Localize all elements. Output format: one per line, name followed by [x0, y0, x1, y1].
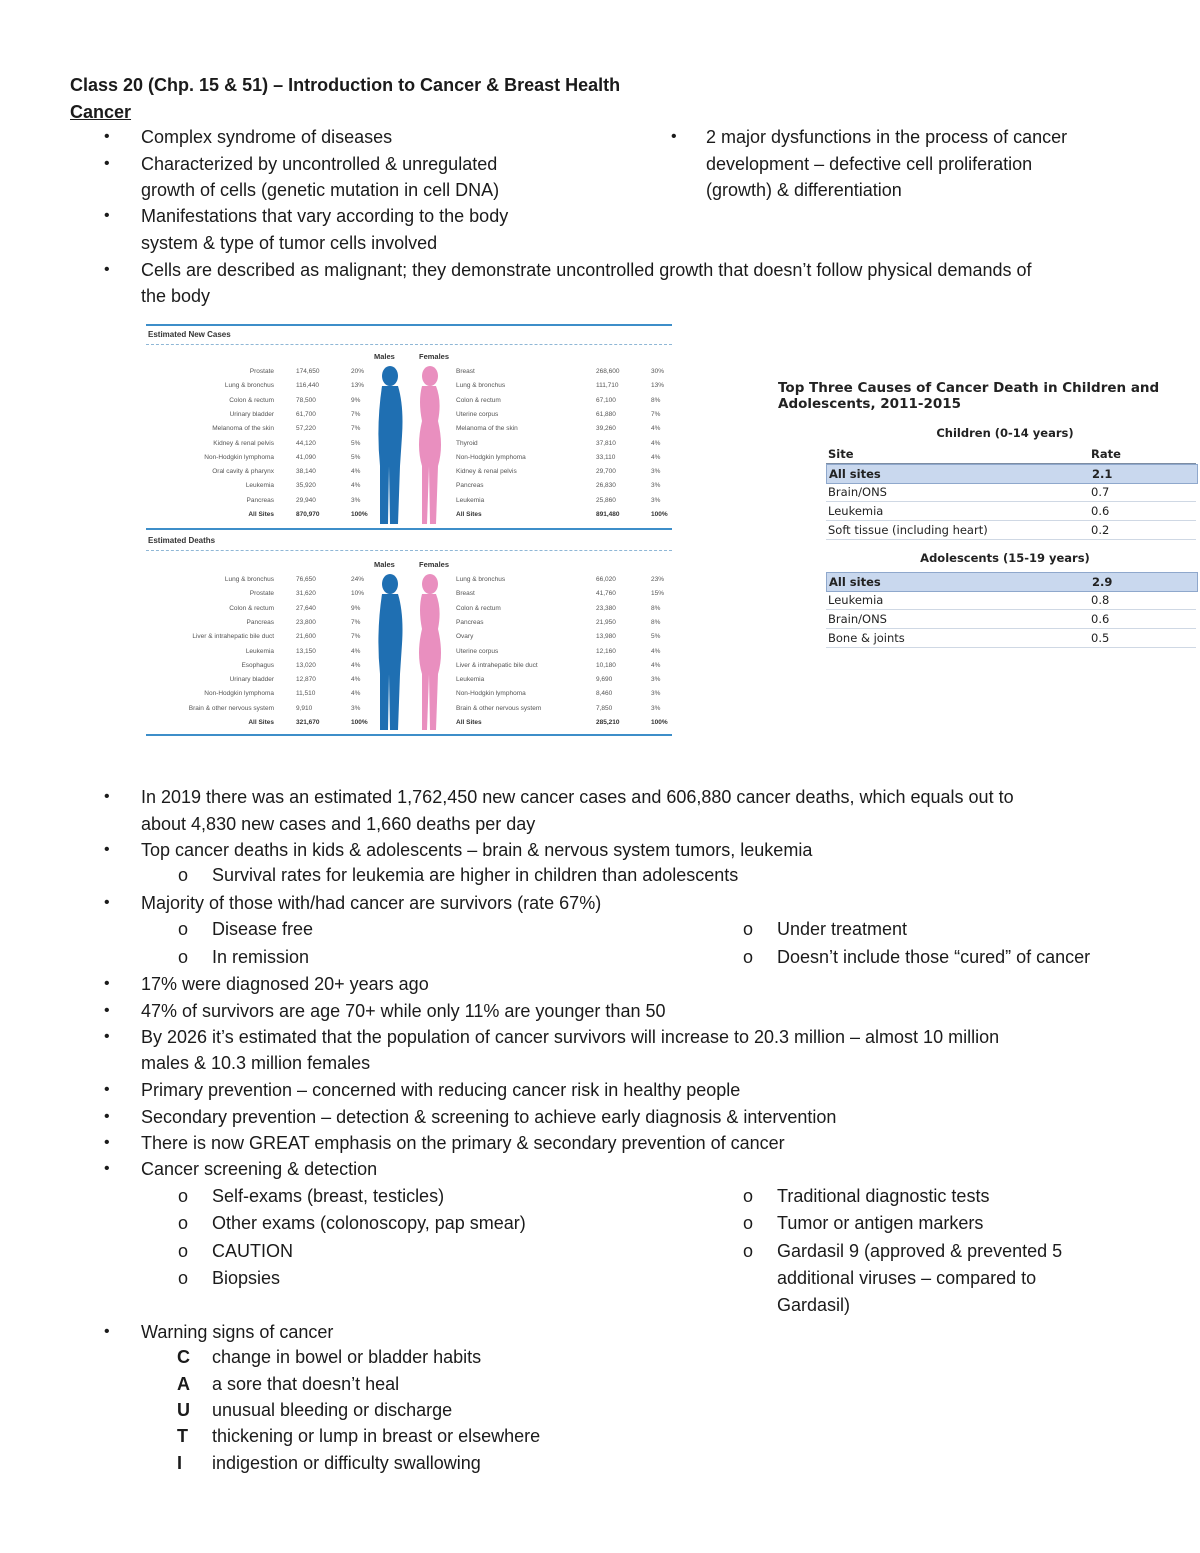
male-site: Prostate — [249, 368, 274, 375]
female-pct: 3% — [651, 496, 661, 504]
males-label: Males — [374, 352, 395, 361]
bullet: • — [104, 841, 110, 858]
list-item: Top cancer deaths in kids & adolescents – brain & nervous system tumors, leukemia — [141, 840, 813, 860]
female-pct: 13% — [651, 382, 665, 390]
female-count: 67,100 — [596, 396, 616, 404]
female-silhouette — [419, 574, 441, 730]
female-site: Non-Hodgkin lymphoma — [456, 690, 526, 698]
male-site: Leukemia — [245, 482, 274, 490]
female-pct: 15% — [651, 590, 665, 598]
female-site: Leukemia — [456, 496, 485, 504]
sub-bullet: o — [743, 1186, 754, 1206]
divider — [146, 528, 672, 530]
male-count: 12,870 — [296, 676, 316, 684]
cell-rate: 0.5 — [1091, 631, 1110, 645]
bullet: • — [671, 128, 677, 145]
caution-text: a sore that doesn’t heal — [212, 1374, 400, 1394]
male-count: 116,440 — [296, 382, 320, 390]
cell-site: All sites — [829, 575, 881, 589]
male-site: Leukemia — [245, 647, 274, 655]
male-silhouette — [378, 366, 402, 524]
female-site: Lung & bronchus — [456, 576, 506, 583]
caution-text: indigestion or difficulty swallowing — [212, 1453, 481, 1473]
female-pct: 7% — [651, 410, 661, 418]
male-pct: 7% — [351, 618, 361, 626]
list-item-cont: (growth) & differentiation — [706, 180, 902, 200]
females-label: Females — [419, 560, 450, 569]
sub-list-item-cont: additional viruses – compared to — [777, 1268, 1037, 1288]
male-count: 11,510 — [296, 690, 316, 698]
table-row — [826, 591, 1196, 610]
list-item: There is now GREAT emphasis on the primary & secondary prevention of cancer — [141, 1133, 785, 1153]
bullet: • — [104, 1134, 110, 1151]
bullet: • — [104, 1160, 110, 1177]
female-pct: 4% — [651, 647, 661, 655]
female-pct: 8% — [651, 618, 661, 626]
table-header-row — [826, 445, 1196, 464]
male-count: 31,620 — [296, 590, 316, 598]
male-pct: 7% — [351, 425, 361, 433]
sub-list-item: Survival rates for leukemia are higher in children than adolescents — [212, 865, 739, 885]
male-count: 13,150 — [296, 647, 316, 655]
table-row — [826, 464, 1198, 484]
cell-rate: 0.7 — [1091, 485, 1110, 499]
male-site: Colon & rectum — [229, 604, 274, 612]
cell-rate: 0.6 — [1091, 612, 1110, 626]
sub-bullet: o — [178, 1213, 189, 1233]
male-pct: 3% — [351, 496, 361, 504]
table-row — [826, 610, 1196, 629]
sub-bullet: o — [743, 947, 754, 967]
male-pct: 4% — [351, 647, 361, 655]
female-silhouette — [419, 366, 441, 524]
list-item: Cells are described as malignant; they demonstrate uncontrolled growth that doesn’t follow physical demands of — [141, 260, 1032, 280]
male-count: 27,640 — [296, 604, 316, 612]
female-site: Pancreas — [456, 482, 484, 490]
male-pct: 4% — [351, 482, 361, 490]
list-item-cont: males & 10.3 million females — [141, 1053, 371, 1073]
female-count: 7,850 — [596, 704, 613, 712]
female-count: 39,260 — [596, 425, 616, 433]
bullet: • — [104, 1108, 110, 1125]
female-site: Uterine corpus — [456, 647, 499, 655]
male-pct: 5% — [351, 439, 361, 447]
divider — [146, 550, 672, 551]
sub-bullet: o — [178, 1186, 189, 1206]
list-item: Complex syndrome of diseases — [141, 127, 393, 147]
list-item-cont: system & type of tumor cells involved — [141, 233, 438, 253]
female-count: 26,830 — [596, 482, 616, 490]
female-count: 9,690 — [596, 676, 613, 684]
female-count: 23,380 — [596, 604, 616, 612]
list-item: Manifestations that vary according to the body — [141, 206, 509, 226]
list-item: 47% of survivors are age 70+ while only 11% are younger than 50 — [141, 1001, 666, 1021]
females-label: Females — [419, 352, 450, 361]
male-site: Brain & other nervous system — [188, 704, 274, 712]
cell-rate: 2.1 — [1092, 467, 1113, 481]
female-pct: 30% — [651, 368, 665, 375]
bullet: • — [104, 1002, 110, 1019]
new-cases-title: Estimated New Cases — [148, 330, 231, 339]
bullet: • — [104, 155, 110, 172]
female-pct: 3% — [651, 690, 661, 698]
list-item: Majority of those with/had cancer are survivors (rate 67%) — [141, 893, 602, 913]
sub-bullet: o — [178, 919, 189, 939]
female-count: 41,760 — [596, 590, 616, 598]
table-row — [826, 502, 1196, 521]
list-item: By 2026 it’s estimated that the population of cancer survivors will increase to 20.3 million – almost 10 million — [141, 1027, 1000, 1047]
sub-list-item: Doesn’t include those “cured” of cancer — [777, 947, 1091, 967]
female-count: 13,980 — [596, 633, 616, 641]
page-title: Class 20 (Chp. 15 & 51) – Introduction to Cancer & Breast Health — [70, 75, 621, 95]
cell-site: Soft tissue (including heart) — [828, 523, 988, 537]
cell-rate: 2.9 — [1092, 575, 1113, 589]
female-count: 111,710 — [596, 382, 619, 390]
female-site: Colon & rectum — [456, 396, 501, 404]
male-site: All Sites — [248, 511, 274, 518]
divider — [146, 734, 672, 736]
col-rate: Rate — [1091, 447, 1121, 461]
male-pct: 24% — [351, 576, 365, 583]
female-site: All Sites — [456, 719, 482, 726]
sub-list-item: Gardasil 9 (approved & prevented 5 — [777, 1241, 1063, 1261]
list-item-cont: the body — [141, 286, 211, 306]
male-site: Melanoma of the skin — [212, 425, 274, 433]
male-count: 76,650 — [296, 576, 316, 583]
male-site: Pancreas — [246, 618, 274, 626]
sub-list-item: Traditional diagnostic tests — [777, 1186, 990, 1206]
male-count: 9,910 — [296, 704, 313, 712]
sub-bullet: o — [178, 1241, 189, 1261]
cancer-death-table — [776, 378, 1198, 648]
female-site: Colon & rectum — [456, 604, 501, 612]
male-count: 13,020 — [296, 661, 316, 669]
female-pct: 4% — [651, 425, 661, 433]
cell-site: Leukemia — [828, 593, 884, 607]
cell-site: Brain/ONS — [828, 485, 887, 499]
male-pct: 20% — [351, 368, 365, 375]
female-site: Pancreas — [456, 618, 484, 626]
col-site: Site — [828, 447, 854, 461]
female-count: 66,020 — [596, 576, 616, 583]
sub-bullet: o — [178, 865, 189, 885]
sub-list-item: Disease free — [212, 919, 314, 939]
caution-letter: I — [177, 1453, 183, 1473]
sub-list-item-cont: Gardasil) — [777, 1295, 851, 1315]
bullet: • — [104, 207, 110, 224]
female-pct: 3% — [651, 482, 661, 490]
male-count: 174,650 — [296, 368, 320, 375]
cell-site: Bone & joints — [828, 631, 905, 645]
bullet: • — [104, 788, 110, 805]
cell-site: All sites — [829, 467, 881, 481]
male-count: 38,140 — [296, 468, 316, 476]
male-site: Non-Hodgkin lymphoma — [204, 453, 274, 461]
divider — [146, 344, 672, 345]
male-site: Prostate — [249, 590, 274, 598]
female-count: 891,480 — [596, 511, 620, 518]
female-site: Uterine corpus — [456, 410, 499, 418]
male-pct: 5% — [351, 453, 361, 461]
male-count: 870,970 — [296, 511, 320, 518]
bullet: • — [104, 1323, 110, 1340]
list-item-cont: about 4,830 new cases and 1,660 deaths per day — [141, 814, 536, 834]
female-site: Melanoma of the skin — [456, 425, 518, 433]
sub-list-item: Tumor or antigen markers — [777, 1213, 984, 1233]
cancer-statistics-infographic — [146, 322, 674, 740]
list-item: In 2019 there was an estimated 1,762,450 new cancer cases and 606,880 cancer deaths, which equals out to — [141, 787, 1014, 807]
bullet: • — [104, 975, 110, 992]
female-count: 285,210 — [596, 719, 620, 726]
female-pct: 100% — [651, 719, 668, 726]
sub-list-item: CAUTION — [212, 1241, 293, 1261]
male-pct: 7% — [351, 410, 361, 418]
male-count: 21,600 — [296, 633, 316, 641]
female-count: 25,860 — [596, 496, 616, 504]
list-item-cont: development – defective cell proliferation — [706, 154, 1033, 174]
males-label: Males — [374, 560, 395, 569]
sub-list-item: Other exams (colonoscopy, pap smear) — [212, 1213, 526, 1233]
male-pct: 9% — [351, 604, 361, 612]
female-count: 37,810 — [596, 439, 616, 447]
deaths-title: Estimated Deaths — [148, 536, 216, 545]
table-row — [826, 483, 1196, 502]
male-pct: 4% — [351, 676, 361, 684]
adolescents-heading: Adolescents (15-19 years) — [920, 551, 1090, 565]
female-count: 12,160 — [596, 647, 616, 655]
female-pct: 3% — [651, 676, 661, 684]
bullet: • — [104, 894, 110, 911]
bullet: • — [104, 261, 110, 278]
section-heading: Cancer — [70, 102, 132, 122]
table-title: Top Three Causes of Cancer Death in Children and Adolescents, 2011-2015 — [778, 380, 1160, 412]
sub-list-item: In remission — [212, 947, 310, 967]
male-count: 35,920 — [296, 482, 316, 490]
male-site: Non-Hodgkin lymphoma — [204, 690, 274, 698]
bullet: • — [104, 1028, 110, 1045]
female-site: Non-Hodgkin lymphoma — [456, 453, 526, 461]
female-count: 61,880 — [596, 410, 616, 418]
male-site: Urinary bladder — [229, 676, 274, 684]
male-site: Pancreas — [246, 496, 274, 504]
caution-text: unusual bleeding or discharge — [212, 1400, 453, 1420]
female-site: Ovary — [456, 633, 474, 641]
male-pct: 100% — [351, 511, 368, 518]
caution-letter: U — [177, 1400, 190, 1420]
cell-rate: 0.6 — [1091, 504, 1110, 518]
cell-rate: 0.8 — [1091, 593, 1110, 607]
caution-letter: A — [177, 1374, 190, 1394]
female-pct: 4% — [651, 661, 661, 669]
male-pct: 4% — [351, 468, 361, 476]
male-pct: 10% — [351, 590, 365, 598]
list-item: Warning signs of cancer — [141, 1322, 334, 1342]
list-item-cont: growth of cells (genetic mutation in cell DNA) — [141, 180, 500, 200]
list-item: Characterized by uncontrolled & unregulated — [141, 154, 498, 174]
sub-bullet: o — [743, 1241, 754, 1261]
sub-bullet: o — [743, 919, 754, 939]
male-pct: 9% — [351, 396, 361, 404]
female-site: Breast — [456, 368, 475, 375]
body-silhouettes-new — [372, 366, 452, 526]
male-pct: 4% — [351, 690, 361, 698]
male-count: 41,090 — [296, 453, 316, 461]
female-pct: 8% — [651, 604, 661, 612]
female-pct: 4% — [651, 439, 661, 447]
sub-bullet: o — [178, 947, 189, 967]
male-pct: 7% — [351, 633, 361, 641]
male-count: 61,700 — [296, 410, 316, 418]
caution-text: thickening or lump in breast or elsewhere — [212, 1426, 541, 1446]
body-silhouettes-deaths — [372, 574, 452, 732]
table-row — [826, 572, 1198, 592]
male-pct: 3% — [351, 704, 361, 712]
cell-site: Brain/ONS — [828, 612, 887, 626]
male-silhouette — [378, 574, 402, 730]
sub-list-item: Biopsies — [212, 1268, 281, 1288]
male-site: All Sites — [248, 719, 274, 726]
female-count: 10,180 — [596, 661, 616, 669]
male-site: Kidney & renal pelvis — [213, 439, 274, 447]
male-site: Colon & rectum — [229, 396, 274, 404]
female-count: 33,110 — [596, 453, 616, 461]
male-count: 57,220 — [296, 425, 316, 433]
table-row — [826, 629, 1196, 648]
female-site: Lung & bronchus — [456, 382, 506, 390]
children-heading: Children (0-14 years) — [936, 426, 1074, 440]
table-row — [826, 521, 1196, 540]
bullet: • — [104, 128, 110, 145]
male-site: Oral cavity & pharynx — [212, 468, 274, 476]
sub-bullet: o — [178, 1268, 189, 1288]
female-pct: 23% — [651, 576, 665, 583]
male-pct: 4% — [351, 661, 361, 669]
cell-site: Leukemia — [828, 504, 884, 518]
list-item: 2 major dysfunctions in the process of cancer — [706, 127, 1068, 147]
female-pct: 3% — [651, 704, 661, 712]
female-site: Thyroid — [456, 439, 478, 447]
sub-list-item: Under treatment — [777, 919, 908, 939]
male-count: 23,800 — [296, 618, 316, 626]
female-site: Leukemia — [456, 676, 485, 684]
female-site: Brain & other nervous system — [456, 704, 542, 712]
female-pct: 8% — [651, 396, 661, 404]
female-pct: 5% — [651, 633, 661, 641]
female-site: All Sites — [456, 511, 482, 518]
female-site: Kidney & renal pelvis — [456, 468, 517, 476]
female-pct: 100% — [651, 511, 668, 518]
bullet: • — [104, 1081, 110, 1098]
list-item: Primary prevention – concerned with reducing cancer risk in healthy people — [141, 1080, 741, 1100]
male-site: Esophagus — [241, 661, 274, 669]
male-pct: 13% — [351, 382, 365, 390]
male-count: 29,940 — [296, 496, 316, 504]
female-pct: 3% — [651, 468, 661, 476]
caution-text: change in bowel or bladder habits — [212, 1347, 482, 1367]
female-count: 8,460 — [596, 690, 613, 698]
caution-letter: T — [177, 1426, 188, 1446]
male-pct: 100% — [351, 719, 368, 726]
male-site: Liver & intrahepatic bile duct — [192, 633, 274, 641]
male-count: 321,670 — [296, 719, 320, 726]
male-count: 44,120 — [296, 439, 316, 447]
list-item: Secondary prevention – detection & screening to achieve early diagnosis & intervention — [141, 1107, 837, 1127]
divider — [146, 324, 672, 326]
female-count: 268,600 — [596, 368, 620, 375]
male-site: Lung & bronchus — [224, 382, 274, 390]
female-site: Breast — [456, 590, 475, 598]
list-item: 17% were diagnosed 20+ years ago — [141, 974, 429, 994]
male-count: 78,500 — [296, 396, 316, 404]
female-count: 29,700 — [596, 468, 616, 476]
male-site: Urinary bladder — [229, 410, 274, 418]
sub-list-item: Self-exams (breast, testicles) — [212, 1186, 445, 1206]
male-site: Lung & bronchus — [224, 576, 274, 583]
female-count: 21,950 — [596, 618, 616, 626]
female-pct: 4% — [651, 453, 661, 461]
female-site: Liver & intrahepatic bile duct — [456, 661, 538, 669]
cell-rate: 0.2 — [1091, 523, 1110, 537]
list-item: Cancer screening & detection — [141, 1159, 378, 1179]
sub-bullet: o — [743, 1213, 754, 1233]
caution-letter: C — [177, 1347, 190, 1367]
